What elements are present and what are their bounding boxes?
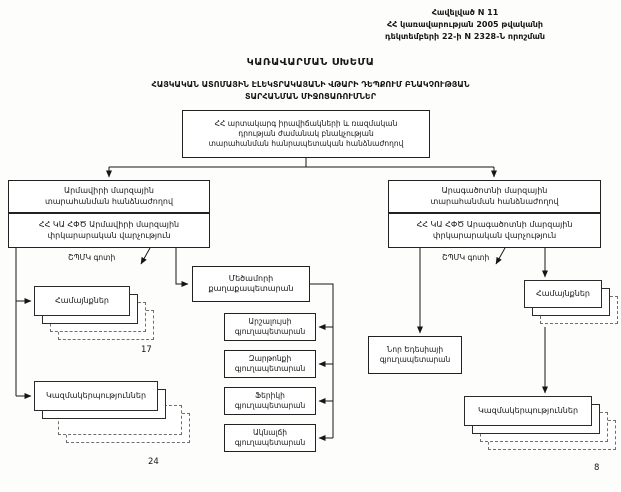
republican-commission-box: ՀՀ արտակարգ իրավիճակների և ռազմական դրության ժամանակ բնակչության տարահանման հանրապետական հանձնաժողով: [182, 110, 430, 158]
annex-line-2: ՀՀ կառավարության 2005 թվականի: [386, 20, 544, 29]
armavir-commission-box: Արմավիրի մարզային տարահանման հանձնաժողով: [8, 180, 210, 213]
armavir-rescue-department-box: ՀՀ ԿԱ ՀՓԾ Արմավիրի մարզային փրկարարական վարչություն: [8, 213, 210, 248]
annex-line-1: Հավելված N 11: [431, 8, 499, 17]
arrow-zone-right: [496, 248, 505, 264]
village-hall-box-aknalich: Ակնալճի գյուղապետարան: [224, 424, 316, 452]
zone-label-right: ՇՊՄԿ գոտի: [442, 253, 490, 262]
communities-box-left: Համայնքներ: [34, 286, 130, 316]
annex-reference: [320, 7, 610, 43]
page-subtitle-line-1: ՀԱՅԿԱԿԱՆ ԱՏՈՄԱՅԻՆ ԷԼԵԿՏՐԱԿԱՅԱՆԻ ՎԹԱՐԻ ԴԵՊՔՈՒՄ ԲՆԱԿՉՈՒԹՅԱՆ: [151, 80, 470, 89]
nor-yedesia-village-hall-box: Նոր Եդեսիայի գյուղապետարան: [368, 336, 462, 374]
village-hall-box-zartonk: Զարթոնքի գյուղապետարան: [224, 350, 316, 378]
metsamor-city-hall-box: Մեծամորի քաղաքապետարան: [192, 266, 310, 302]
page-subtitle-line-2: ՏԱՐՀԱՆՄԱՆ ՄԻՋՈՑԱՌՈՒՄՆԵՐ: [244, 92, 377, 101]
arrow-zone-left: [141, 248, 150, 264]
communities-count-left: 17: [141, 345, 152, 355]
organizations-box-right: Կազմակերպություններ: [464, 396, 592, 426]
organizations-box-left: Կազմակերպություններ: [34, 381, 158, 411]
village-hall-box-arshaluys: Արշալույսի գյուղապետարան: [224, 313, 316, 341]
page-title: ԿԱՌԱՎԱՐՄԱՆ ՍԽԵՄԱ: [246, 57, 375, 68]
zone-label-left: ՇՊՄԿ գոտի: [68, 253, 116, 262]
organizations-count-right: 8: [594, 463, 600, 473]
village-hall-box-ferik: Ֆերիկի գյուղապետարան: [224, 387, 316, 415]
wire-to-metsamor: [176, 248, 188, 284]
organizations-count-left: 24: [148, 457, 159, 467]
annex-line-3: դեկտեմբերի 22-ի N 2328-Ն որոշման: [384, 32, 546, 41]
aragatsotn-commission-box: Արագածոտնի մարզային տարահանման հանձնաժողով: [388, 180, 601, 213]
communities-box-right: Համայնքներ: [524, 280, 602, 308]
aragatsotn-rescue-department-box: ՀՀ ԿԱ ՀՓԾ Արագածոտնի մարզային փրկարարական վարչություն: [388, 213, 601, 248]
